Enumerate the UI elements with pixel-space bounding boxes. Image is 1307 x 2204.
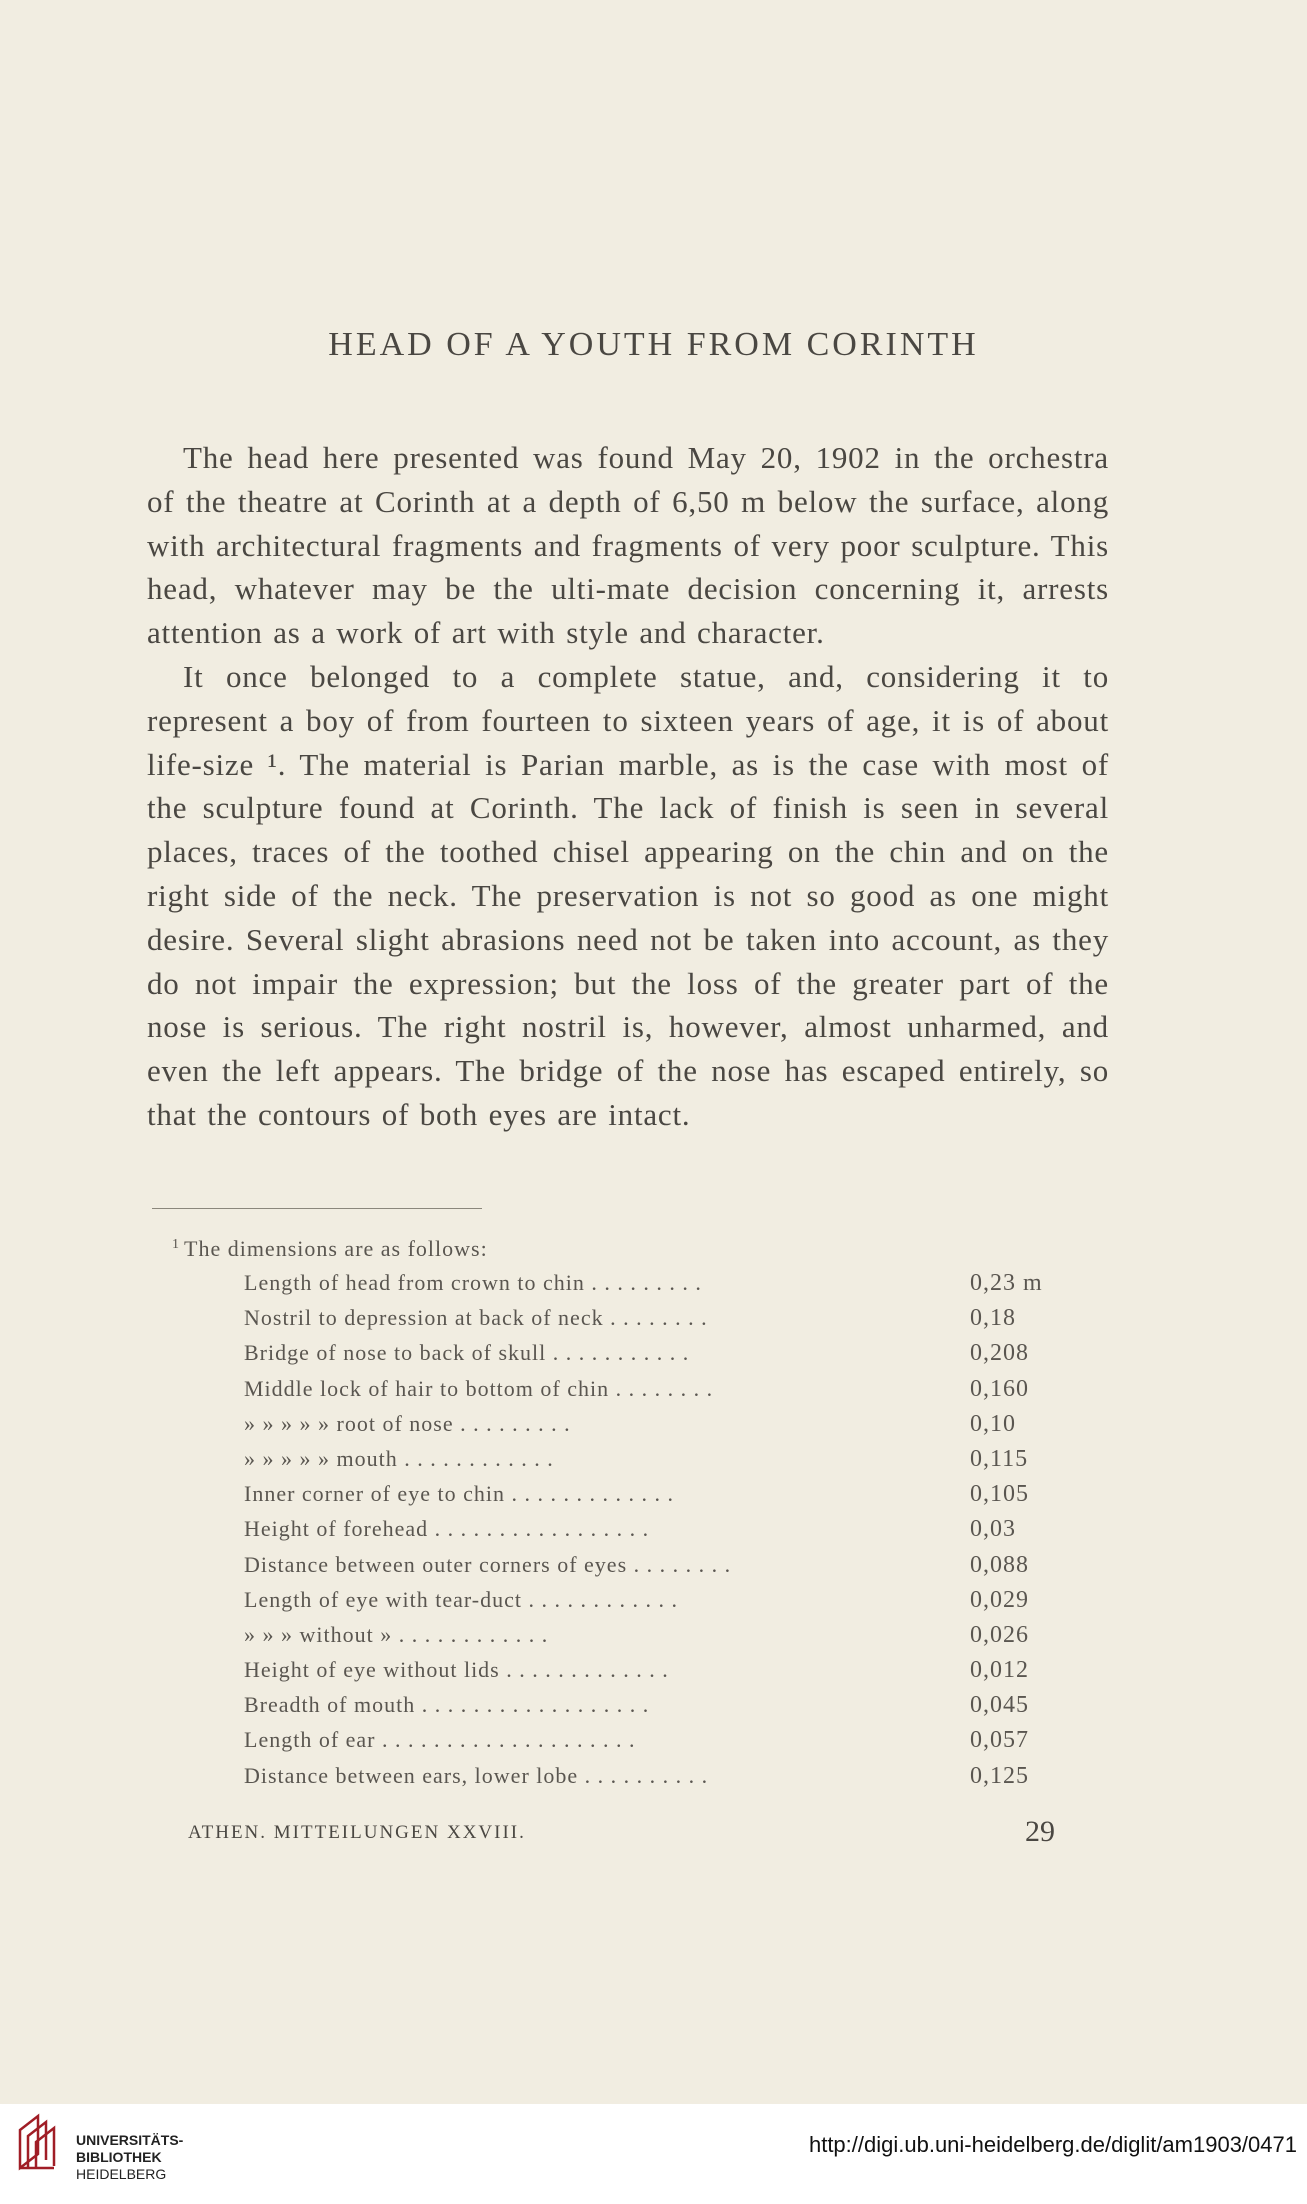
dimension-label: » » » » » mouth . . . . . . . . . . . . <box>244 1445 554 1471</box>
footnote-divider <box>152 1208 482 1209</box>
dimension-value: 0,18 <box>970 1305 1016 1332</box>
dimension-value: 0,03 <box>970 1516 1016 1543</box>
library-name <box>76 2132 183 2183</box>
dimension-row <box>244 1727 1064 1762</box>
dimension-value: 0,160 <box>970 1375 1029 1402</box>
dimension-row <box>244 1376 1064 1411</box>
dimensions-table <box>244 1270 1064 1798</box>
dimension-row <box>244 1516 1064 1551</box>
dimension-row <box>244 1305 1064 1340</box>
dimension-row <box>244 1692 1064 1727</box>
dimension-label: Distance between outer corners of eyes . . . . . . . . <box>244 1551 732 1577</box>
dimension-row <box>244 1552 1064 1587</box>
dimension-label: Height of eye without lids . . . . . . . . . . . . . <box>244 1657 669 1683</box>
dimension-label: Length of eye with tear-duct . . . . . . . . . . . . <box>244 1586 679 1612</box>
dimension-label: Bridge of nose to back of skull . . . . . . . . . . . <box>244 1340 690 1366</box>
permalink-url[interactable]: http://digi.ub.uni-heidelberg.de/diglit/am1903/0471 <box>808 2132 1297 2157</box>
dimension-value: 0,057 <box>970 1727 1029 1754</box>
dimension-label: Height of forehead . . . . . . . . . . . . . . . . . <box>244 1516 650 1542</box>
dimension-row <box>244 1587 1064 1622</box>
dimension-value: 0,088 <box>970 1551 1029 1578</box>
dimension-value: 0,045 <box>970 1692 1029 1719</box>
dimension-value: 0,125 <box>970 1762 1029 1789</box>
dimension-value: 0,012 <box>970 1657 1029 1684</box>
dimension-label: Nostril to depression at back of neck . . . . . . . . <box>244 1305 708 1331</box>
dimension-row <box>244 1657 1064 1692</box>
article-title: HEAD OF A YOUTH FROM CORINTH <box>328 326 979 363</box>
dimension-row <box>244 1411 1064 1446</box>
dimension-label: Middle lock of hair to bottom of chin . . . . . . . . <box>244 1375 714 1401</box>
library-name-line3: HEIDELBERG <box>76 2166 167 2182</box>
library-logo-icon <box>16 2112 64 2172</box>
dimension-value: 0,208 <box>970 1340 1029 1367</box>
dimension-label: Length of ear . . . . . . . . . . . . . . . . . . . . <box>244 1727 636 1753</box>
dimension-label: » » » » » root of nose . . . . . . . . . <box>244 1410 571 1436</box>
dimension-row <box>244 1622 1064 1657</box>
dimension-value: 0,115 <box>970 1445 1029 1472</box>
dimension-value: 0,10 <box>970 1410 1016 1437</box>
paragraph-2: It once belonged to a complete statue, and, considering it to represent a boy of from fourteen to sixteen years of age, it is of about life-size ¹. The material is Parian marble, as is the case with most of the sculpture found at Corinth. The lack of finish is seen in several places, traces of the toothed chisel appearing on the chin and on the right side of the neck. The preservation is not so good as one might desire. Several slight abrasions need not be taken into account, as they do not impair the expression; but the loss of the greater part of the nose is serious. The right nostril is, however, almost unharmed, and even the left appears. The bridge of the nose has escaped entirely, so that the contours of both eyes are intact. <box>147 658 1109 1132</box>
article-body <box>147 436 1109 1137</box>
dimension-label: » » » without » . . . . . . . . . . . . <box>244 1621 549 1647</box>
dimension-label: Distance between ears, lower lobe . . . . . . . . . . <box>244 1762 709 1788</box>
dimension-value: 0,23 m <box>970 1270 1043 1296</box>
signature-line: ATHEN. MITTEILUNGEN XXVIII. <box>188 1822 526 1843</box>
dimension-label: Inner corner of eye to chin . . . . . . . . . . . . . <box>244 1481 674 1507</box>
dimension-row <box>244 1340 1064 1375</box>
page-number: 29 <box>1025 1815 1055 1848</box>
dimension-label: Length of head from crown to chin . . . . . . . . . <box>244 1270 702 1295</box>
library-name-line1: UNIVERSITÄTS- <box>76 2132 184 2148</box>
dimension-value: 0,105 <box>970 1481 1029 1508</box>
dimension-label: Breadth of mouth . . . . . . . . . . . . . . . . . . <box>244 1692 650 1718</box>
dimension-value: 0,029 <box>970 1586 1029 1613</box>
dimension-row <box>244 1270 1064 1305</box>
footnote-intro <box>172 1236 488 1262</box>
dimension-value: 0,026 <box>970 1621 1029 1648</box>
paragraph-1: The head here presented was found May 20, 1902 in the orchestra of the theatre at Corinth at a depth of 6,50 m below the surface, along with architectural fragments and fragments of very poor sculpture. This head, whatever may be the ulti-mate decision concerning it, arrests attention as a work of art with style and character. <box>147 440 1109 651</box>
library-name-line2: BIBLIOTHEK <box>76 2149 162 2165</box>
dimension-row <box>244 1763 1064 1798</box>
dimension-row <box>244 1481 1064 1516</box>
footnote-marker: 1 <box>172 1236 180 1252</box>
footnote-intro-text: The dimensions are as follows: <box>184 1236 488 1261</box>
dimension-row <box>244 1446 1064 1481</box>
